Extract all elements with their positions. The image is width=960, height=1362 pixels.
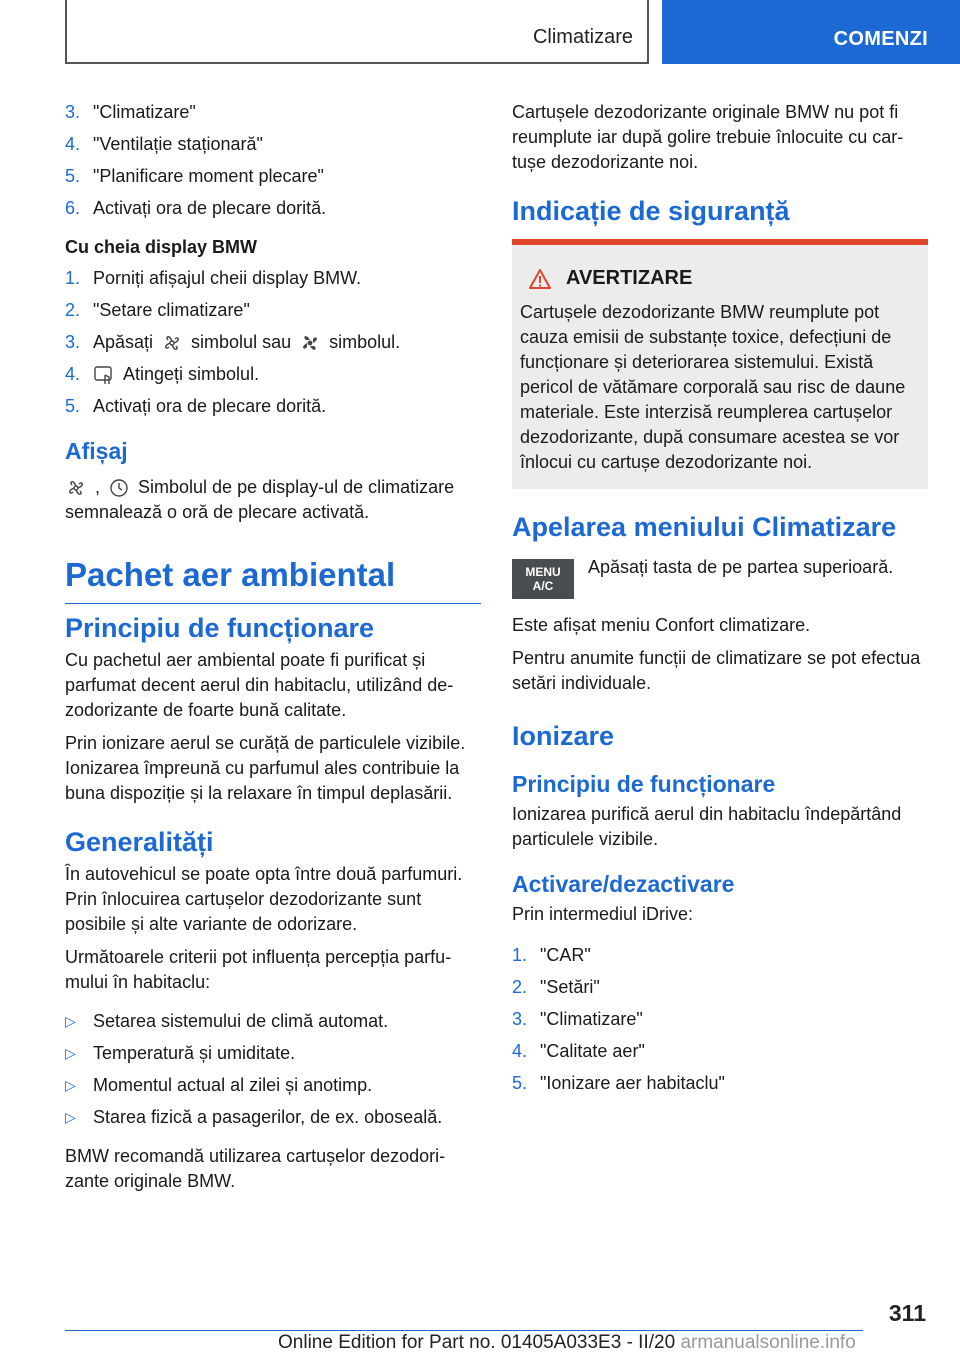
menu-heading: Apelarea meniului Climatizare <box>512 512 897 542</box>
header-section-title: Climatizare <box>532 26 633 48</box>
warning-text: Cartușele dezodorizante BMW reumplute pot cauza emisii de substanțe toxice, defecțiuni de funcționare și deteriorarea sistemului. Există pericol de vătămare corporală sau risc de daune materiale. Este interzisă reumplerea cartușelor dezodorizante, după consumare acestea se vor înlocui cu cartușe dezodorizante noi. <box>520 302 906 472</box>
list-item: ▷ Momentul actual al zilei și anotimp. <box>65 1073 481 1098</box>
intro-paragraph: Cartușele dezodorizante originale BMW nu pot fi reumplute iar după golire trebuie înlocuite cu cartușe dezodorizante noi. <box>512 102 904 172</box>
list-item: 5. Activați ora de plecare dorită. <box>65 396 327 416</box>
list-item: 3. "Climatizare" <box>65 102 196 122</box>
bullet-triangle-icon: ▷ <box>65 1045 76 1061</box>
fan-icon <box>161 332 183 354</box>
list-item: 2. "Setare climatizare" <box>65 300 250 320</box>
ion-principle-heading: Principiu de funcționare <box>512 771 776 797</box>
general-paragraph-1: În autovehicul se poate opta între două parfumuri. Prin înlocuirea cartușelor dezodorizante sunt posibile și alte variante de odorizare. <box>65 864 463 934</box>
fan-icon <box>65 477 87 499</box>
steps-list-1 <box>65 100 481 221</box>
list-item: 2. "Setări" <box>512 977 600 997</box>
list-item: 4. Atingeți simbolul. <box>65 364 260 384</box>
list-item: 5. "Ionizare aer habitaclu" <box>512 1073 725 1093</box>
principle-paragraph-1: Cu pachetul aer ambiental poate fi purificat și parfumat decent aerul din habitaclu, utilizând dezodorizante de foarte bună calitate. <box>65 650 454 720</box>
list-item: 6. Activați ora de plecare dorită. <box>65 198 327 218</box>
clock-icon <box>108 477 130 499</box>
warning-triangle-icon <box>528 268 552 290</box>
list-item: 1. Porniți afișajul cheii display BMW. <box>65 268 362 288</box>
ion-principle-text: Ionizarea purifică aerul din habitaclu îndepărtând particulele vizibile. <box>512 804 902 849</box>
list-item: 4. "Calitate aer" <box>512 1041 645 1061</box>
menu-text: Apăsați tasta de pe partea superioară. <box>588 557 894 577</box>
list-item: ▷ Setarea sistemului de climă automat. <box>65 1009 481 1034</box>
list-item: 3. "Climatizare" <box>512 1009 643 1029</box>
fan-timer-icon <box>299 332 321 354</box>
header-chapter-box[interactable] <box>662 0 960 64</box>
header-chapter-title: COMENZI <box>833 28 928 50</box>
bullet-triangle-icon: ▷ <box>65 1013 76 1029</box>
bullet-triangle-icon: ▷ <box>65 1109 76 1125</box>
display-paragraph: , Simbolul de pe display-ul de climatizare semnalează o oră de plecare activată. <box>65 477 455 522</box>
footer-edition: Online Edition for Part no. 01405A033E3 - II/20 armanualsonline.info <box>278 1332 856 1353</box>
activation-heading: Activare/dezactivare <box>512 871 735 897</box>
right-column <box>512 100 928 1110</box>
principle-paragraph-2: Prin ionizare aerul se curăță de particulele vizibile. Ionizarea împreună cu parfumul ales contribuie la buna dispoziție și la relaxare în timpul deplasării. <box>65 733 466 803</box>
key-heading: Cu cheia display BMW <box>65 237 258 257</box>
general-paragraph-2: Următoarele criterii pot influența percepția parfumului în habitaclu: <box>65 947 452 992</box>
list-item: 4. "Ventilație staționară" <box>65 134 263 154</box>
warning-box <box>512 239 928 489</box>
menu-paragraph-1: Este afișat meniu Confort climatizare. <box>512 615 811 635</box>
section-title: Pachet aer ambiental <box>65 555 481 604</box>
ion-heading: Ionizare <box>512 721 615 751</box>
footer-rule <box>65 1330 863 1331</box>
general-heading: Generalități <box>65 827 214 857</box>
general-paragraph-3: BMW recomandă utilizarea cartușelor dezodorizante originale BMW. <box>65 1146 446 1191</box>
footer-watermark: armanualsonline.info <box>680 1332 856 1353</box>
list-item: 5. "Planificare moment plecare" <box>65 166 324 186</box>
warning-header <box>512 245 928 300</box>
left-column <box>65 100 481 1202</box>
menu-paragraph-2: Pentru anumite funcții de climatizare se pot efectua setări individuale. <box>512 648 921 693</box>
list-item: 3. Apăsați simbolul sau simbolul. <box>65 332 401 352</box>
list-item: ▷ Starea fizică a pasagerilor, de ex. oboseală. <box>65 1105 481 1130</box>
menu-ac-button: MENU A/C <box>512 559 574 599</box>
page-number: 311 <box>888 1300 926 1326</box>
steps-list-2 <box>65 266 481 419</box>
list-item: 1. "CAR" <box>512 945 591 965</box>
display-heading: Afișaj <box>65 438 128 464</box>
menu-row <box>512 555 928 599</box>
activation-text: Prin intermediul iDrive: <box>512 904 694 924</box>
list-item: ▷ Temperatură și umiditate. <box>65 1041 481 1066</box>
steps-list-3 <box>512 943 928 1096</box>
header-section-box <box>65 0 649 64</box>
safety-heading: Indicație de siguranță <box>512 196 790 226</box>
bullet-triangle-icon: ▷ <box>65 1077 76 1093</box>
warning-title: AVERTIZARE <box>566 267 693 289</box>
touch-icon <box>93 364 115 386</box>
criteria-list <box>65 1009 481 1130</box>
principle-heading: Principiu de funcționare <box>65 613 375 643</box>
